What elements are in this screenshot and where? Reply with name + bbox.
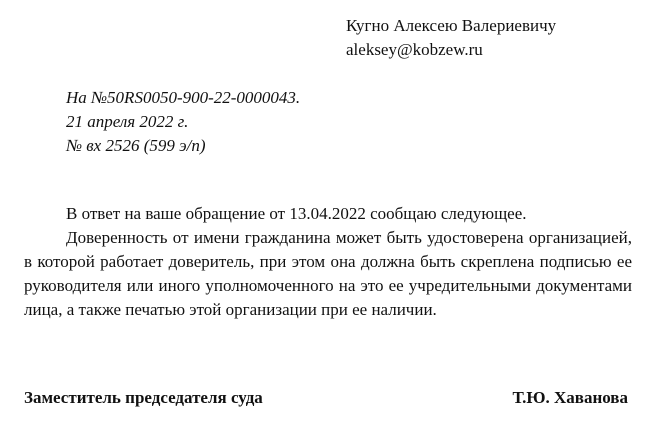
reference-block	[66, 86, 300, 158]
reference-number: На №50RS0050-900-22-0000043.	[66, 88, 301, 107]
letter-body	[24, 202, 632, 322]
addressee-block	[346, 14, 556, 62]
addressee-name: Кугно Алексею Валериевичу	[346, 16, 557, 35]
body-paragraph: В ответ на ваше обращение от 13.04.2022 сообщаю следующее.	[66, 204, 527, 223]
incoming-number: № вх 2526 (599 э/п)	[66, 136, 206, 155]
body-paragraph: Доверенность от имени гражданина может быть удостоверена организацией, в которой работает доверитель, при этом она должна быть скреплена подписью ее руководителя или иного уполномоченного на это ее учредительными документами лица, а также печатью этой организации при ее наличии.	[24, 228, 632, 319]
signatory-position: Заместитель председателя суда	[24, 388, 263, 407]
addressee-email: aleksey@kobzew.ru	[346, 40, 483, 59]
signature-block	[24, 386, 628, 410]
signatory-name: Т.Ю. Хаванова	[512, 388, 628, 407]
reference-date: 21 апреля 2022 г.	[66, 112, 189, 131]
